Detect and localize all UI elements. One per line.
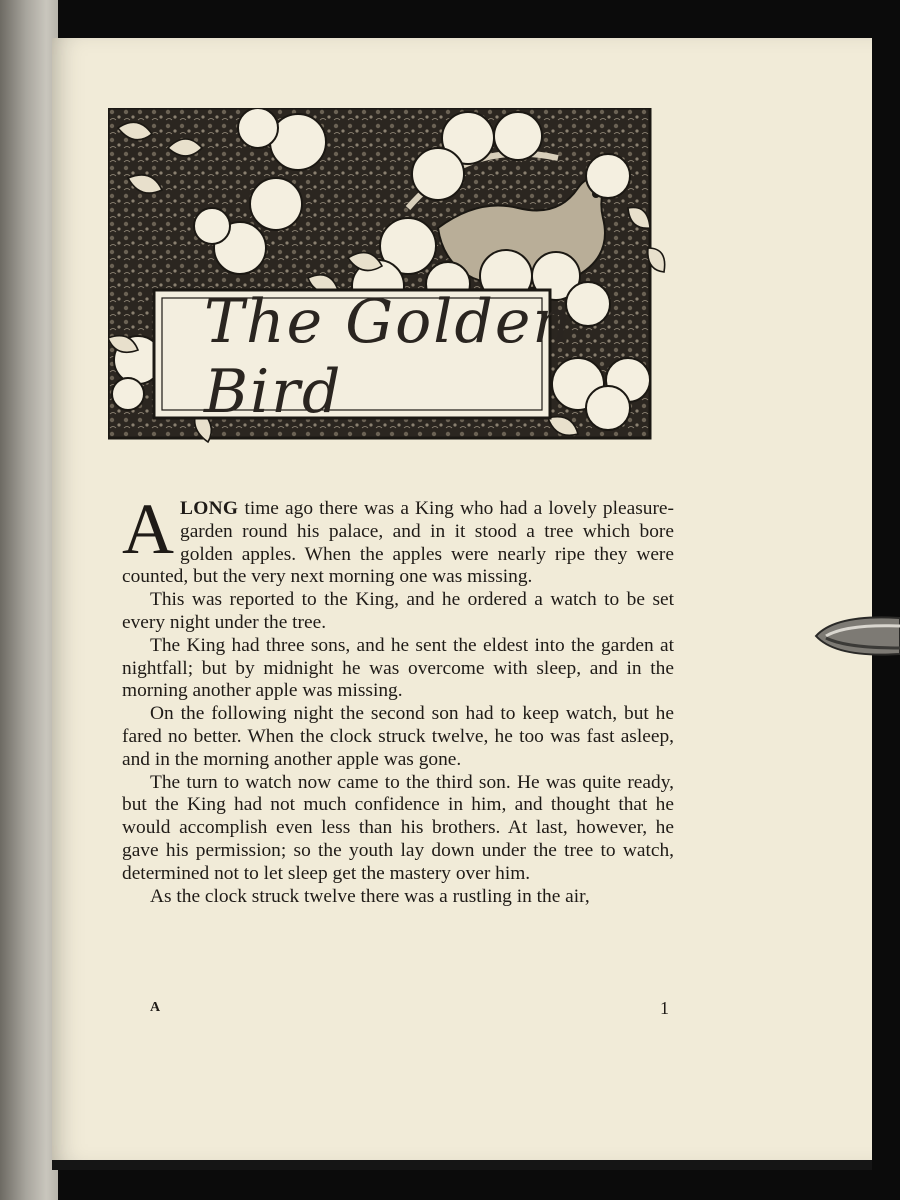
paragraph-4: On the following night the second son had to keep watch, but he fared no better. When the clock struck twelve, he too was fast asleep, and in the morning another apple was gone.	[122, 703, 674, 770]
story-text	[122, 489, 674, 908]
paragraph-3: The King had three sons, and he sent the eldest into the garden at nightfall; but by midnight he was overcome with sleep, and in the morning another apple was missing.	[122, 634, 674, 702]
page-clip	[812, 608, 900, 664]
drop-cap-letter: A	[122, 489, 174, 569]
header-illustration	[108, 108, 670, 450]
facing-page-edge	[0, 0, 58, 1200]
signature-mark: A	[150, 1000, 161, 1015]
page-number: 1	[660, 998, 669, 1018]
story-title: The Golden Bird	[204, 287, 574, 427]
paragraph-2: This was reported to the King, and he ordered a watch to be set every night under the tree.	[122, 589, 674, 633]
page-bottom-shadow	[52, 1160, 872, 1170]
lead-word: LONG	[180, 498, 239, 519]
paragraph-1-text: time ago there was a King who had a lovely pleasure-garden round his palace, and in it stood a tree which bore golden apples. When the apples were nearly ripe they were counted, but the very next morning one was missing.	[122, 498, 674, 588]
paragraph-6: As the clock struck twelve there was a rustling in the air,	[150, 885, 590, 907]
title-panel	[204, 287, 600, 427]
paragraph-5: The turn to watch now came to the third son. He was quite ready, but the King had not much confidence in him, and thought that he would accomplish even less than his brothers. At last, however, he gave his permission; so the youth lay down under the tree to watch, determined not to let sleep get the mastery over him.	[122, 771, 674, 884]
paragraph-1	[122, 489, 674, 589]
